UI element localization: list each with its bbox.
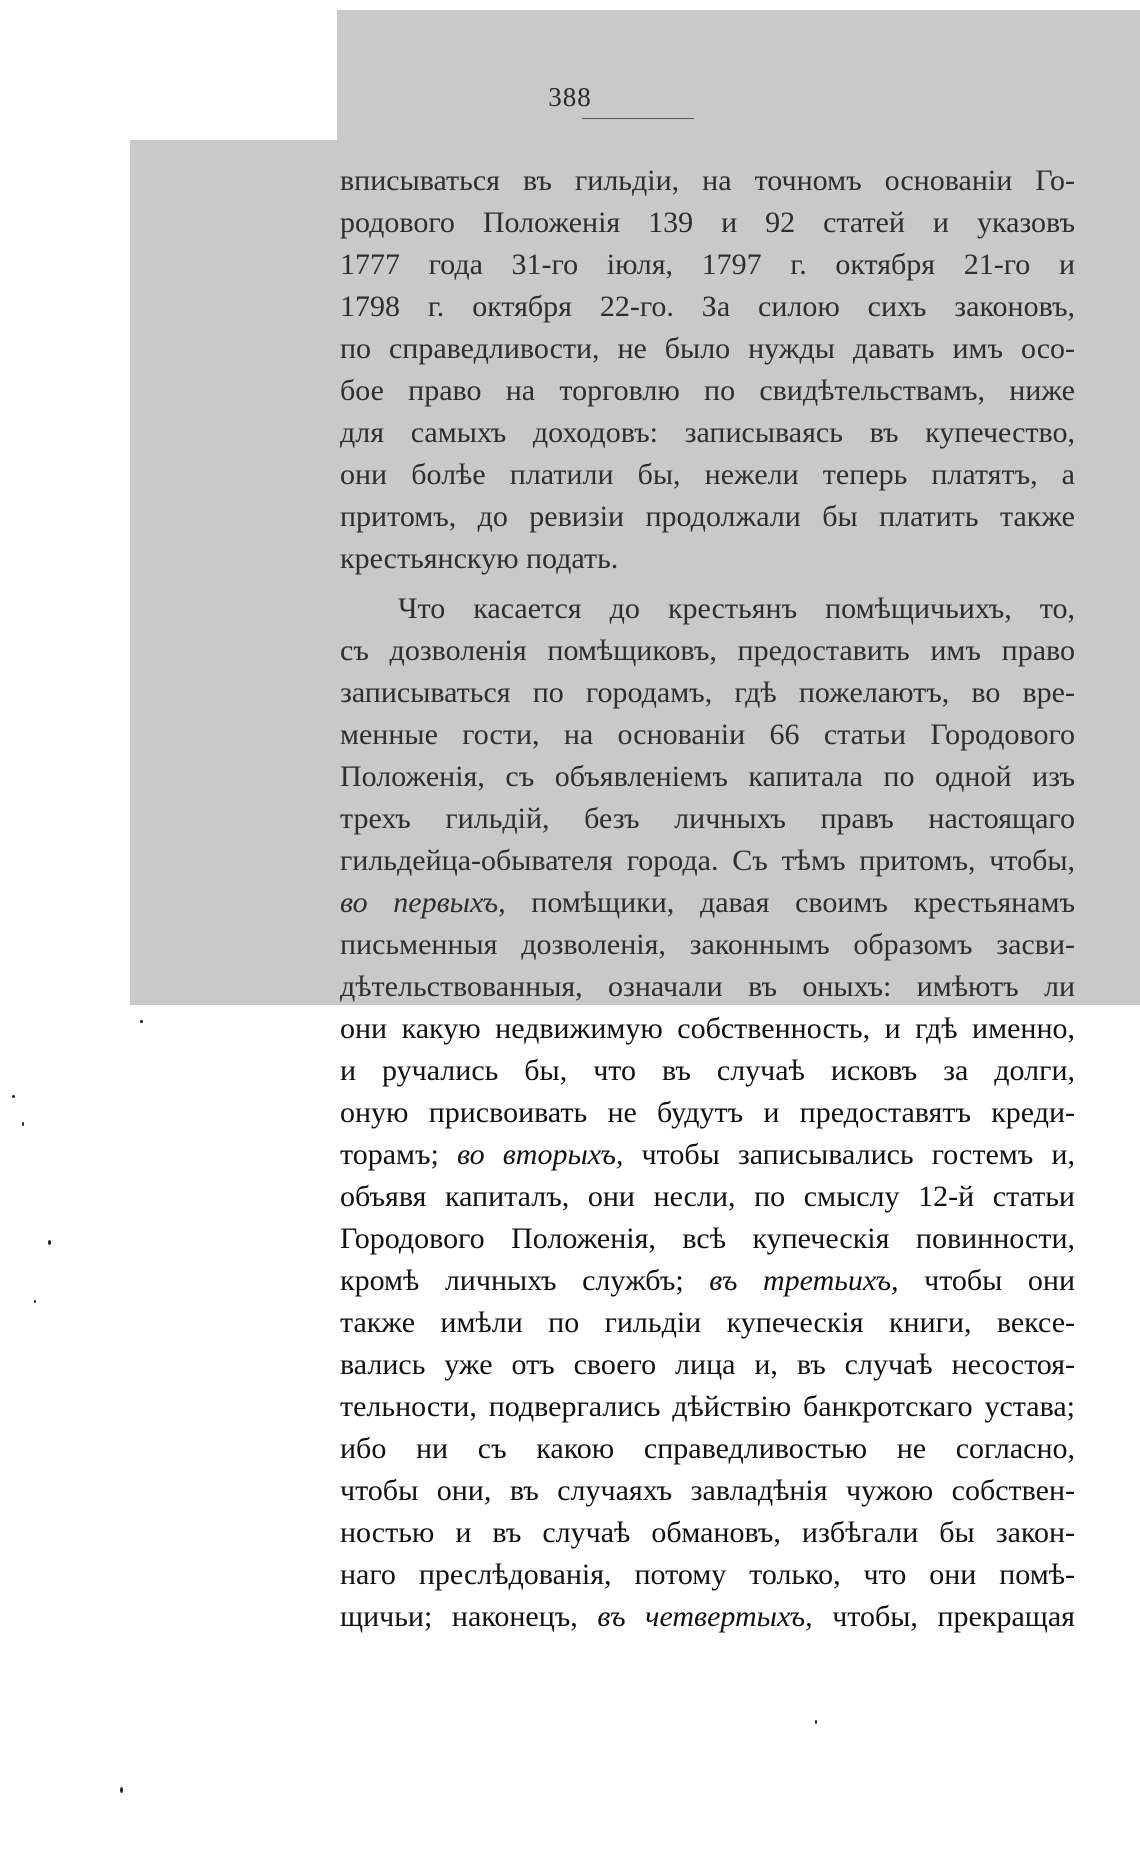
text-segment: чтобы, прекращая xyxy=(812,1600,1075,1633)
text-segment: чтобы записывались гостемъ и, xyxy=(623,1138,1075,1171)
text-line: 1798 г. октября 22-го. За силою сихъ законовъ, xyxy=(340,290,1075,323)
scan-shaded-area-top xyxy=(337,10,1140,140)
text-line: Что касается до крестьянъ помѣщичьихъ, то, xyxy=(398,592,1075,625)
text-line: они какую недвижимую собственность, и гдѣ именно, xyxy=(340,1012,1075,1045)
text-line xyxy=(340,1134,1075,1176)
text-line: 1777 года 31-го iюля, 1797 г. октября 21-го и xyxy=(340,248,1075,281)
text-line xyxy=(340,1260,1075,1302)
text-line: Положенiя, съ объявленiемъ капитала по одной изъ xyxy=(340,760,1075,793)
text-line: вались уже отъ своего лица и, въ случаѣ несостоя- xyxy=(340,1348,1075,1381)
text-line: трехъ гильдiй, безъ личныхъ правъ настоящаго xyxy=(340,802,1075,835)
italic-marker: въ третьихъ, xyxy=(709,1264,899,1297)
text-line: наго преслѣдованiя, потому только, что они помѣ- xyxy=(340,1558,1075,1591)
page-number: 388 xyxy=(548,82,592,112)
scan-speck xyxy=(34,1300,36,1303)
page-number-rule xyxy=(582,118,694,119)
text-line: письменныя дозволенiя, законнымъ образомъ засви- xyxy=(340,928,1075,961)
paragraph-3 xyxy=(340,1008,1075,1638)
text-line: и ручались бы, что въ случаѣ исковъ за долги, xyxy=(340,1054,1075,1087)
text-line: бое право на торговлю по свидѣтельствамъ, ниже xyxy=(340,374,1075,407)
text-line: ностью и въ случаѣ обмановъ, избѣгали бы закон- xyxy=(340,1516,1075,1549)
text-line: притомъ, до ревизiи продолжали бы платить также xyxy=(340,500,1075,533)
text-line: Городового Положенiя, всѣ купеческiя повинности, xyxy=(340,1222,1075,1255)
text-line: гильдейца-обывателя города. Съ тѣмъ притомъ, чтобы, xyxy=(340,844,1075,877)
text-line xyxy=(340,1596,1075,1638)
scan-speck xyxy=(815,1720,817,1724)
italic-marker: во первыхъ, xyxy=(340,886,506,919)
text-line: они болѣе платили бы, нежели теперь платятъ, а xyxy=(340,458,1075,491)
text-line: для самыхъ доходовъ: записываясь въ купечество, xyxy=(340,416,1075,449)
text-segment: щичьи; наконецъ, xyxy=(340,1600,598,1633)
text-line: чтобы они, въ случаяхъ завладѣнiя чужою собствен- xyxy=(340,1474,1075,1507)
scan-speck xyxy=(120,1787,123,1793)
text-line: родового Положенiя 139 и 92 статей и указовъ xyxy=(340,206,1075,239)
text-line: оную присвоивать не будутъ и предоставятъ креди- xyxy=(340,1096,1075,1129)
text-line: ибо ни съ какою справедливостью не согласно, xyxy=(340,1432,1075,1465)
scan-speck xyxy=(12,1095,15,1098)
italic-marker: въ четвертыхъ, xyxy=(597,1600,813,1633)
scan-speck xyxy=(48,1240,51,1245)
text-line xyxy=(340,882,1075,924)
text-line: вписываться въ гильдiи, на точномъ основанiи Го- xyxy=(340,164,1075,197)
text-line: менные гости, на основанiи 66 статьи Городового xyxy=(340,718,1075,751)
text-segment: помѣщики, давая своимъ крестьянамъ xyxy=(505,886,1075,919)
text-line: также имѣли по гильдiи купеческiя книги, вексе- xyxy=(340,1306,1075,1339)
text-line: по справедливости, не было нужды давать имъ осо- xyxy=(340,332,1075,365)
text-segment: кромѣ личныхъ службъ; xyxy=(340,1264,710,1297)
scan-speck xyxy=(140,1020,143,1023)
paragraph-2 xyxy=(340,588,1075,1008)
text-line: крестьянскую подать. xyxy=(340,542,619,575)
scan-speck xyxy=(22,1122,24,1126)
text-line: объявя капиталъ, они несли, по смыслу 12-й статьи xyxy=(340,1180,1075,1213)
text-line: съ дозволенiя помѣщиковъ, предоставить имъ право xyxy=(340,634,1075,667)
italic-marker: во вторыхъ, xyxy=(457,1138,624,1171)
text-segment: торамъ; xyxy=(340,1138,457,1171)
text-line: дѣтельствованныя, означали въ оныхъ: имѣютъ ли xyxy=(340,970,1075,1003)
paragraph-1 xyxy=(340,160,1075,580)
text-segment: чтобы они xyxy=(898,1264,1075,1297)
text-line: записываться по городамъ, гдѣ пожелаютъ, во вре- xyxy=(340,676,1075,709)
text-line: тельности, подвергались дѣйствiю банкротскаго устава; xyxy=(340,1390,1075,1423)
